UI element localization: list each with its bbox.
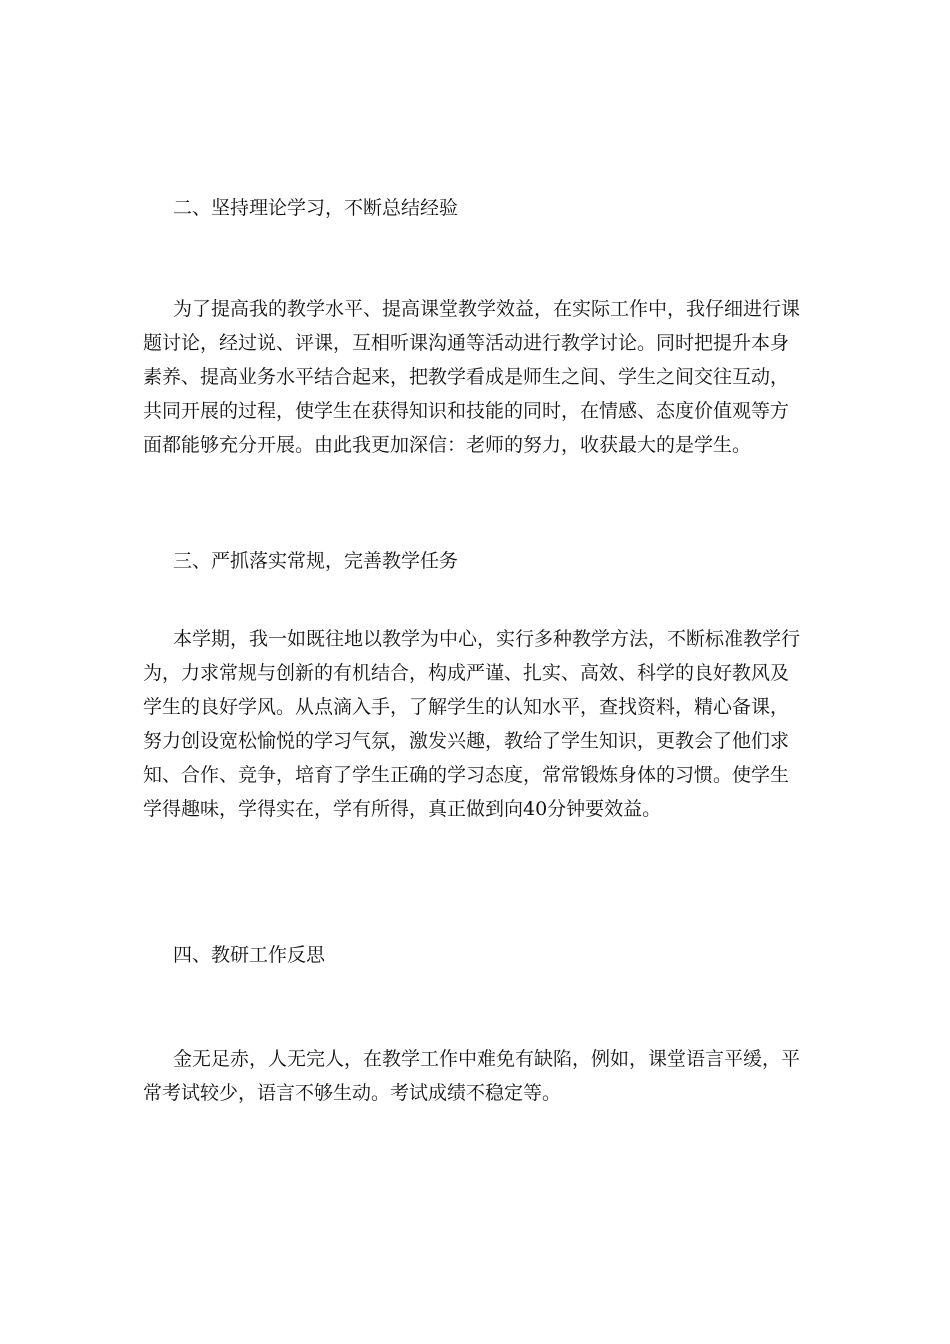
- paragraph-line: 为，力求常规与创新的有机结合，构成严谨、扎实、高效、科学的良好教风及: [143, 662, 790, 684]
- section-heading-4: 四、教研工作反思: [173, 944, 326, 966]
- paragraph-line: 面都能够充分开展。由此我更加深信：老师的努力，收获最大的是学生。: [143, 434, 752, 456]
- paragraph-line: 学生的良好学风。从点滴入手，了解学生的认知水平，查找资料，精心备课，: [143, 696, 790, 718]
- paragraph-line: 本学期，我一如既往地以教学为中心，实行多种教学方法，不断标准教学行: [173, 628, 801, 650]
- section-heading-2: 二、坚持理论学习，不断总结经验: [173, 197, 459, 219]
- paragraph-line: 为了提高我的教学水平、提高课堂教学效益，在实际工作中，我仔细进行课: [173, 298, 801, 320]
- section-4-paragraph: [143, 1042, 811, 1110]
- paragraph-line: 金无足赤，人无完人，在教学工作中难免有缺陷，例如，课堂语言平缓，平: [173, 1048, 801, 1070]
- paragraph-line: 知、合作、竞争，培育了学生正确的学习态度，常常锻炼身体的习惯。使学生: [143, 764, 790, 786]
- section-3-paragraph: [143, 622, 811, 826]
- paragraph-line: 素养、提高业务水平结合起来，把教学看成是师生之间、学生之间交往互动，: [143, 366, 790, 388]
- paragraph-line: 努力创设宽松愉悦的学习气氛，激发兴趣，教给了学生知识，更教会了他们求: [143, 730, 790, 752]
- paragraph-line: 常考试较少，语言不够生动。考试成绩不稳定等。: [143, 1082, 562, 1104]
- paragraph-line: 学得趣味，学得实在，学有所得，真正做到向40分钟要效益。: [143, 798, 662, 820]
- section-heading-3: 三、严抓落实常规，完善教学任务: [173, 550, 459, 572]
- paragraph-line: 题讨论，经过说、评课，互相听课沟通等活动进行教学讨论。同时把提升本身: [143, 332, 790, 354]
- paragraph-line: 共同开展的过程，使学生在获得知识和技能的同时，在情感、态度价值观等方: [143, 400, 790, 422]
- section-2-paragraph: [143, 292, 811, 462]
